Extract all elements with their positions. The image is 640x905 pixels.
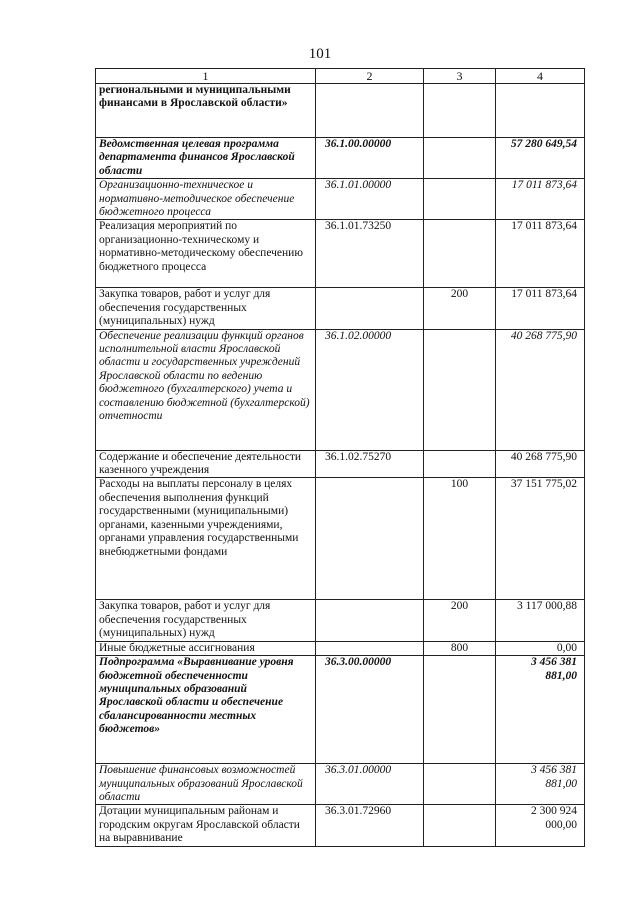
row-code-cell: 36.1.01.00000 (316, 179, 424, 220)
row-amount-cell: 17 011 873,64 (496, 288, 585, 329)
row-expense-type-cell (424, 805, 496, 846)
table-row (96, 450, 585, 478)
row-expense-type-cell: 100 (424, 478, 496, 600)
row-code-cell: 36.3.01.72960 (316, 805, 424, 846)
page-number: 101 (308, 46, 332, 62)
row-name-cell: Реализация мероприятий по организационно-техническому и нормативно-методическому обеспечению бюджетного процесса (96, 220, 316, 288)
row-name-cell: Закупка товаров, работ и услуг для обеспечения государственных (муниципальных) нужд (96, 288, 316, 329)
row-amount-cell: 37 151 775,02 (496, 478, 585, 600)
row-name-cell: Содержание и обеспечение деятельности казенного учреждения (96, 450, 316, 478)
row-expense-type-cell: 800 (424, 641, 496, 655)
table-row (96, 138, 585, 179)
row-amount-cell: 40 268 775,90 (496, 450, 585, 478)
row-amount-cell: 17 011 873,64 (496, 179, 585, 220)
row-expense-type-cell (424, 179, 496, 220)
header-col-4: 4 (496, 69, 585, 84)
table-body (96, 84, 585, 847)
table-row (96, 179, 585, 220)
row-code-cell: 36.3.01.00000 (316, 764, 424, 805)
row-expense-type-cell (424, 764, 496, 805)
header-col-3: 3 (424, 69, 496, 84)
table-row (96, 764, 585, 805)
row-amount-cell: 3 456 381 881,00 (496, 656, 585, 764)
row-expense-type-cell: 200 (424, 288, 496, 329)
table-row (96, 220, 585, 288)
row-expense-type-cell (424, 450, 496, 478)
row-code-cell (316, 641, 424, 655)
row-expense-type-cell (424, 329, 496, 450)
table-header-row (96, 69, 585, 84)
table-row (96, 656, 585, 764)
row-expense-type-cell (424, 220, 496, 288)
budget-table (95, 68, 585, 847)
row-name-cell: Закупка товаров, работ и услуг для обеспечения государственных (муниципальных) нужд (96, 600, 316, 641)
row-code-cell: 36.1.02.00000 (316, 329, 424, 450)
row-code-cell (316, 288, 424, 329)
row-expense-type-cell (424, 656, 496, 764)
row-name-cell: Подпрограмма «Выравнивание уровня бюджетной обеспеченности муниципальных образований Ярославской области и обеспечение сбалансированности местных бюджетов» (96, 656, 316, 764)
row-code-cell (316, 600, 424, 641)
table-row (96, 805, 585, 846)
row-name-cell: Обеспечение реализации функций органов исполнительной власти Ярославской области и государственных учреждений Ярославской области по ведению бюджетного (бухгалтерского) учета и составлению бюджетной (бухгалтерской) отчетности (96, 329, 316, 450)
row-code-cell (316, 478, 424, 600)
table-row (96, 600, 585, 641)
row-name-cell: Иные бюджетные ассигнования (96, 641, 316, 655)
row-code-cell: 36.1.00.00000 (316, 138, 424, 179)
row-amount-cell: 17 011 873,64 (496, 220, 585, 288)
table-row (96, 84, 585, 138)
row-code-cell: 36.1.02.75270 (316, 450, 424, 478)
row-name-cell: Повышение финансовых возможностей муниципальных образований Ярославской области (96, 764, 316, 805)
row-expense-type-cell (424, 138, 496, 179)
table-row (96, 478, 585, 600)
header-col-1: 1 (96, 69, 316, 84)
row-amount-cell: 40 268 775,90 (496, 329, 585, 450)
row-amount-cell: 3 117 000,88 (496, 600, 585, 641)
row-code-cell: 36.3.00.00000 (316, 656, 424, 764)
row-name-cell: Ведомственная целевая программа департамента финансов Ярославской области (96, 138, 316, 179)
table-row (96, 641, 585, 655)
row-amount-cell: 3 456 381 881,00 (496, 764, 585, 805)
row-amount-cell: 0,00 (496, 641, 585, 655)
row-code-cell: 36.1.01.73250 (316, 220, 424, 288)
row-amount-cell: 2 300 924 000,00 (496, 805, 585, 846)
row-amount-cell: 57 280 649,54 (496, 138, 585, 179)
header-col-2: 2 (316, 69, 424, 84)
row-code-cell (316, 84, 424, 138)
row-amount-cell (496, 84, 585, 138)
table-row (96, 329, 585, 450)
table-row (96, 288, 585, 329)
row-name-cell: региональными и муниципальными финансами в Ярославской области» (96, 84, 316, 138)
row-name-cell: Расходы на выплаты персоналу в целях обеспечения выполнения функций государственными (муниципальными) органами, казенными учреждениями, органами управления государственными внебюджетными фондами (96, 478, 316, 600)
row-name-cell: Организационно-техническое и нормативно-методическое обеспечение бюджетного процесса (96, 179, 316, 220)
row-expense-type-cell: 200 (424, 600, 496, 641)
row-name-cell: Дотации муниципальным районам и городским округам Ярославской области на выравнивание (96, 805, 316, 846)
row-expense-type-cell (424, 84, 496, 138)
